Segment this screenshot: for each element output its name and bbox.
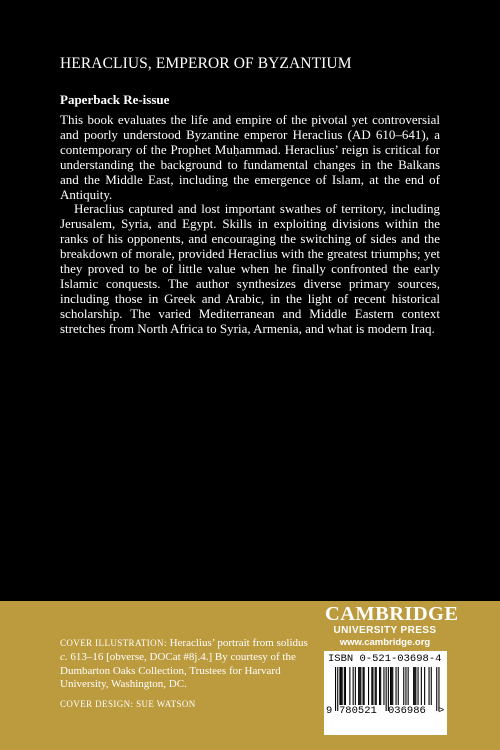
isbn-label: ISBN 0-521-03698-4 <box>328 653 442 665</box>
barcode-bar <box>368 667 369 705</box>
barcode-bar <box>421 667 422 705</box>
barcode-bar <box>358 667 359 705</box>
barcode-bar <box>398 667 399 705</box>
publisher-name: CAMBRIDGE <box>325 603 459 625</box>
blurb-paragraph-1: This book evaluates the life and empire of the pivotal yet controversial and poorly understood Byzantine emperor Heraclius (AD 610–641), a contemporary of the Prophet Muḥammad. Heraclius’ reign is critical for understanding the background to fundamental changes in the Balkans and the Middle East, including the emergence of Islam, at the end of Antiquity. <box>60 112 440 202</box>
cover-illustration-text-a: Heraclius’ portrait from solidus <box>166 637 308 649</box>
barcode-bar <box>335 667 336 711</box>
barcode-bar <box>359 667 360 705</box>
barcode-bar <box>415 667 416 705</box>
publisher-url: www.cambridge.org <box>339 637 431 648</box>
barcode-bar <box>360 667 361 705</box>
barcode-digits-left: 780521 <box>339 705 377 717</box>
barcode-bar <box>396 667 397 705</box>
barcode-bar <box>391 667 392 705</box>
cover-design-credit <box>60 698 310 712</box>
blurb-paragraph-2: Heraclius captured and lost important swathes of territory, including Jerusalem, Syria, and Egypt. Skills in exploiting divisions within the ranks of his opponents, and encouraging the switching of sides and the breakdown of morale, provided Heraclius with the greatest triumphs; yet they proved to be of little value when he finally confronted the early Islamic conquests. The author synthesizes diverse primary sources, including those in Greek and Arabic, in the light of recent historical scholarship. The varied Mediterranean and Middle Eastern context stretches from North Africa to Syria, Armenia, and what is modern Iraq. <box>60 201 440 336</box>
circa-abbrev: c. <box>60 650 68 663</box>
barcode-bar <box>345 667 346 705</box>
blurb <box>60 113 440 337</box>
publisher-press: UNIVERSITY PRESS <box>333 625 437 636</box>
barcode-bar <box>353 667 354 705</box>
barcode-bar <box>390 667 391 705</box>
barcode-bar <box>341 667 342 705</box>
barcode-digit-prefix: 9 <box>326 705 333 717</box>
barcode-bar <box>429 667 430 705</box>
isbn-barcode-box <box>324 651 447 735</box>
cover-illustration-credit <box>60 637 310 692</box>
cover-illustration-text-b: 613–16 [obverse, DOCat #8j.4.] By courtesy of the Dumbarton Oaks Collection, Trustees for Harvard University, Washington, DC. <box>60 650 296 691</box>
barcode-bar <box>418 667 419 705</box>
barcode-digits-right: 036986 <box>388 705 426 717</box>
book-title: HERACLIUS, EMPEROR OF BYZANTIUM <box>60 55 352 72</box>
barcode-bar <box>405 667 406 705</box>
barcode-bar <box>339 667 340 705</box>
publisher-logo <box>325 603 459 649</box>
barcode-bar <box>392 667 393 705</box>
barcode-bar <box>379 667 380 705</box>
barcode-bar <box>372 667 373 705</box>
barcode-bar <box>375 667 376 705</box>
barcode-bar <box>386 667 387 711</box>
cover-illustration-label: COVER ILLUSTRATION: <box>60 638 167 648</box>
barcode-bar <box>344 667 345 705</box>
cover-credits <box>60 637 310 712</box>
barcode-bar <box>414 667 415 705</box>
edition-label: Paperback Re-issue <box>60 92 170 107</box>
barcode-bar <box>383 667 384 705</box>
barcode-bar <box>413 667 414 705</box>
barcode-bar <box>364 667 365 705</box>
barcode-bar <box>424 667 425 705</box>
barcode-bar <box>355 667 356 705</box>
barcode-bar <box>349 667 350 705</box>
barcode-bar <box>371 667 372 705</box>
barcode-bar <box>376 667 377 705</box>
barcode-bar <box>403 667 404 705</box>
barcode-bar <box>342 667 343 705</box>
barcode-bar <box>431 667 432 705</box>
cover-design-label: COVER DESIGN: SUE WATSON <box>60 699 196 710</box>
barcode-bar <box>408 667 409 705</box>
barcode-end-mark: > <box>438 705 445 717</box>
barcode-bar <box>380 667 381 705</box>
barcode-bar <box>363 667 364 705</box>
